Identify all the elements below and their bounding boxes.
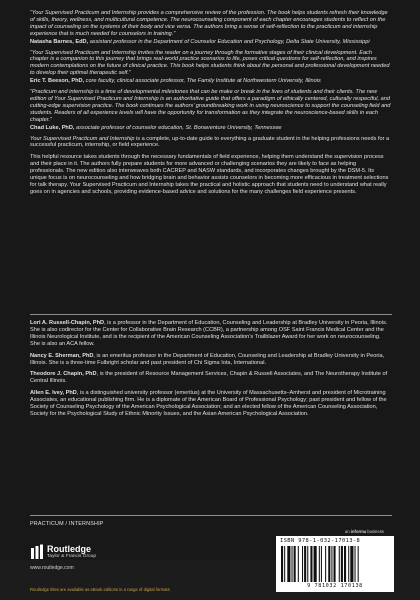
barcode-bar xyxy=(302,546,303,582)
endorsement-2 xyxy=(30,50,392,86)
description-paragraph-2 xyxy=(30,154,392,195)
author-bio-text: , is a distinguished university professor (emeritus) at the University of Massachusetts–Amherst and president of Microtraining Associates, an educational publishing firm. He is a diplomate of the American Board of Professional Psychology; past president and fellow of the Society of Counseling Psychology of the American Psychological Association; and an elected fellow of the American Counseling Association, Society for the Psychological Study of Ethnic Minority Issues, and the Asian American Psychological Association. xyxy=(30,390,387,417)
endorser-name: Natasha Barnes, EdD, xyxy=(30,38,89,45)
barcode-icon xyxy=(280,546,390,582)
endorsement-attribution xyxy=(30,78,392,85)
barcode-bar xyxy=(294,546,296,582)
barcode-bar xyxy=(321,546,322,582)
author-bio-text: , is an emeritus professor in the Department of Education, Counseling and Leadership at Bradley University in Peoria, Illinois. She is a three-time Fulbright scholar and past president of Chi Sigma Iota, International. xyxy=(30,352,385,366)
barcode-bar xyxy=(298,546,299,582)
endorser-affiliation: core faculty, clinical associate professor, The Family Institute at Northwestern University, Illinois xyxy=(84,78,321,85)
isbn-label: ISBN 978-1-032-17013-8 xyxy=(280,538,361,544)
publisher-wordmark xyxy=(47,545,96,560)
barcode-bar xyxy=(348,546,349,582)
barcode-bar xyxy=(319,546,320,582)
barcode-bar xyxy=(287,546,290,582)
informa-imprint xyxy=(345,529,384,534)
barcode-bar xyxy=(358,546,359,582)
endorser-name: Eric T. Beeson, PhD, xyxy=(30,78,85,85)
barcode-bar xyxy=(307,546,308,582)
endorsements xyxy=(30,10,392,201)
imprint-brand: informa xyxy=(350,529,367,534)
barcode-bar xyxy=(328,546,330,582)
barcode-bar xyxy=(334,546,336,582)
author-name: Allen E. Ivey, PhD xyxy=(30,390,77,397)
barcode-bar xyxy=(284,546,285,582)
publisher-logo xyxy=(30,544,96,560)
endorsement-quote: “Your Supervised Practicum and Internship provides a comprehensive review of the profession. The book helps students refresh their knowledge of skills, theory, wellness, and multicultural competence. The neurocounseling component of each chapter encourages students to reflect on the impact of counseling on the systems of their body and vice versa. The authors bring a sense of self-reflection to the practicum and internship experience that is much needed for counselors in training.” xyxy=(30,10,388,37)
endorsement-1 xyxy=(30,10,392,46)
endorser-name: Chad Luke, PhD, xyxy=(30,124,75,131)
book-title-inline: Your Supervised Practicum and Internship xyxy=(30,135,135,142)
author-bio xyxy=(30,320,392,348)
barcode-bar xyxy=(310,546,312,582)
endorser-affiliation: associate professor of counselor education, St. Bonaventure University, Tennessee xyxy=(74,124,282,131)
barcode-bar xyxy=(344,546,346,582)
subject-category: PRACTICUM / INTERNSHIP xyxy=(30,521,104,527)
endorser-affiliation: assistant professor in the Department of Counselor Education and Psychology, Delta State University, Mississippi xyxy=(88,38,370,45)
barcode-bar xyxy=(325,546,326,582)
author-name: Nancy E. Sherman, PhD xyxy=(30,352,94,359)
barcode-bar xyxy=(339,546,340,582)
author-bio-text: , is the president of Resource Management Services, Chapin & Russell Associates, and The Neurotherapy Institute of Central Illinois. xyxy=(30,371,388,385)
ebook-disclaimer: Routledge titles are available as eBook editions in a range of digital formats xyxy=(30,587,170,592)
barcode-bar xyxy=(331,546,332,582)
author-bio xyxy=(30,353,392,367)
barcode-bar xyxy=(341,546,343,582)
imprint-suffix: business xyxy=(366,529,384,534)
endorsement-quote: “Practicum and internship is a time of developmental milestones that can be make or break in the lives of students and their clients. The new edition of Your Supervised Practicum and Internship is an authoritative guide that offers a paradigm of ethically centered, culturally respectful, and cutting-edge supervision practice. The book continues the authors’ groundbreaking work in using neuroscience to support the counseling field and students. Readers of all experience levels will have the opportunity for transformation as they integrate the neuroscience-based skills in each chapter.” xyxy=(30,89,391,123)
description-text: This helpful resource takes students through the necessary fundamentals of field experience, helping them understand the supervision process and their place in it. The authors fully prepare students for more advanced or challenging scenarios they are likely to face as helping professionals. The new edition also interweaves both CACREP and NASW standards, and incorporates changes brought by the DSM-5. Its unique focus is on neurocounseling and how bridging brain and behavior assists counselors in becoming more efficacious in treatment selections for talk therapy. Your Supervised Practicum and Internship takes the practical and holistic approach that students need to understand what really goes on in agencies and schools, providing evidence-based advice and solutions for the many challenges field experience presents. xyxy=(30,154,389,195)
author-bio-text: , is a professor in the Department of Education, Counseling and Leadership at Bradley University in Peoria, Illinois. She is also codirector for the Center for Collaborative Brain Research (CCBR), a partnership among OSF Saint Francis Medical Center and the Illinois Neurological Institute, and is the recipient of the American Counseling Association’s Trailblazer Award for her work on neurocounseling. She is also an ACA fellow. xyxy=(30,320,388,347)
publisher-group: Taylor & Francis Group xyxy=(47,553,97,559)
author-name: Theodore J. Chapin, PhD xyxy=(30,371,97,378)
endorsement-3 xyxy=(30,89,392,131)
publisher-name: Routledge xyxy=(47,543,91,554)
author-bio xyxy=(30,371,392,385)
barcode-number: 9 781032 170138 xyxy=(307,583,363,589)
description-paragraph-1 xyxy=(30,136,392,150)
barcode-bar xyxy=(350,546,353,582)
isbn-barcode-panel xyxy=(276,536,394,592)
endorsement-attribution xyxy=(30,39,392,46)
description-text: is a complete, up-to-date guide to everything a graduate student in the helping professions needs for a successful practicum, internship, or field experience. xyxy=(30,135,390,149)
barcode-bar xyxy=(281,546,283,582)
endorsement-quote: “Your Supervised Practicum and Internship invites the reader on a journey through the formative stages of their clinical development. Each chapter is a companion to this journey that brings real-world practice scenarios to life, poses critical questions for self-reflection, and inspires modern contemplations on the future of clinical practice. This book helps students think about the personal and professional development needed to develop their optimal therapeutic self.” xyxy=(30,49,390,77)
endorsement-attribution xyxy=(30,125,392,132)
author-name: Lori A. Russell-Chapin, PhD xyxy=(30,320,105,326)
barcode-bar xyxy=(355,546,356,582)
publisher-website[interactable]: www.routledge.com xyxy=(30,565,74,571)
barcode-bar xyxy=(304,546,306,582)
imprint-prefix: an xyxy=(345,529,351,534)
barcode-bar xyxy=(292,546,293,582)
section-divider xyxy=(30,314,392,315)
author-bio xyxy=(30,390,392,418)
barcode-bar xyxy=(314,546,317,582)
author-bios xyxy=(30,320,392,423)
section-divider xyxy=(30,515,392,516)
routledge-logo-icon xyxy=(30,544,44,560)
